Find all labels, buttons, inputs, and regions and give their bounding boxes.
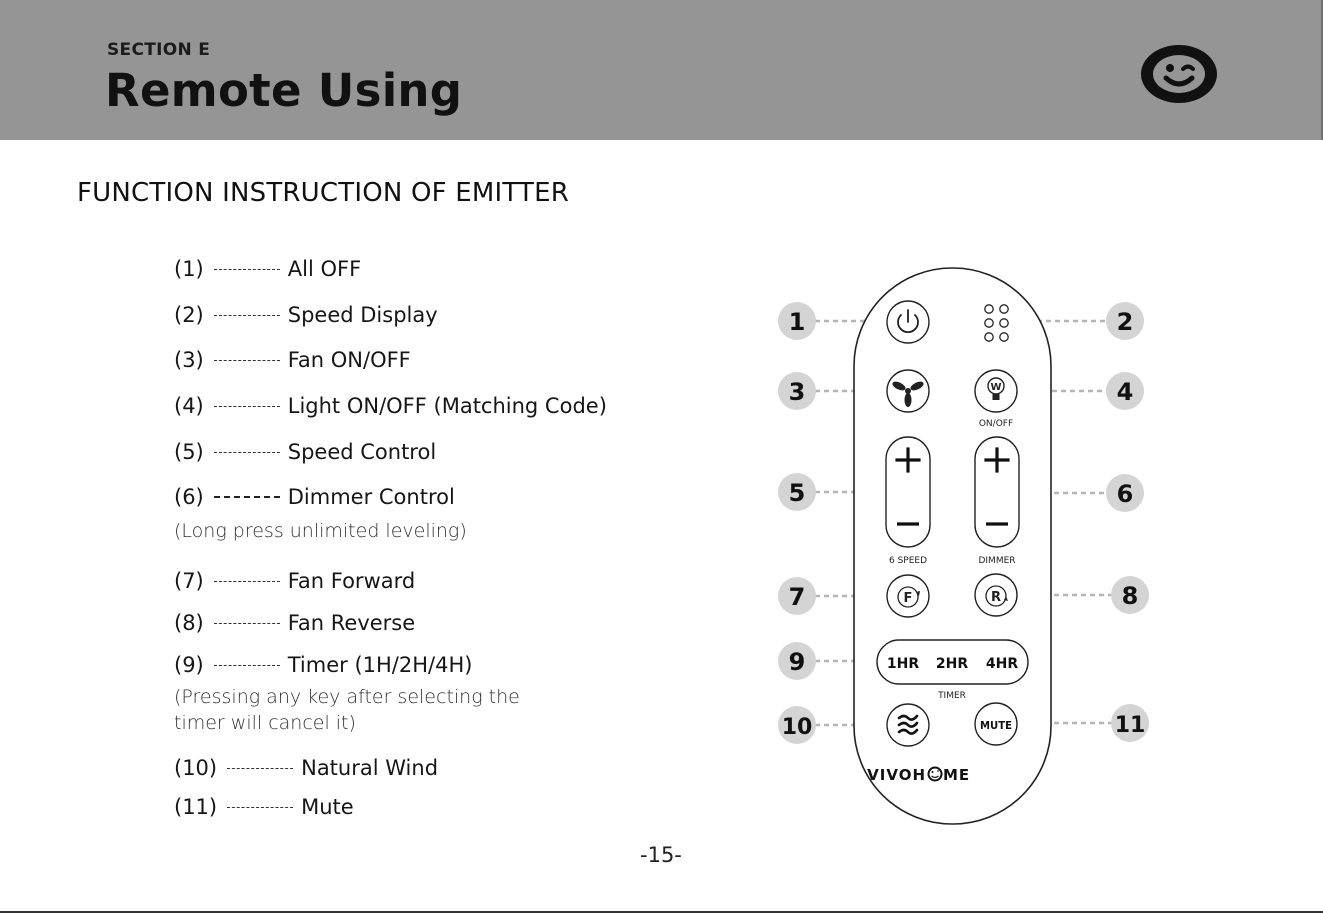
speed-control-rocker[interactable] (886, 437, 930, 547)
remote-body (854, 268, 1051, 824)
fan-forward-button[interactable] (887, 575, 929, 617)
legend-number: (9) (174, 653, 204, 677)
svg-text:2: 2 (1116, 308, 1134, 336)
legend-label: Timer (1H/2H/4H) (287, 653, 473, 677)
legend-label: Fan ON/OFF (287, 348, 411, 372)
legend-number: (8) (174, 611, 204, 635)
callout-3 (778, 372, 816, 410)
svg-text:6: 6 (1116, 480, 1134, 508)
legend-label: Speed Display (287, 303, 438, 327)
legend-number: (5) (174, 440, 204, 464)
svg-text:MUTE: MUTE (980, 719, 1012, 732)
legend-label: Natural Wind (301, 756, 439, 780)
svg-text:VIVOH: VIVOH (867, 766, 926, 784)
callout-5 (778, 473, 816, 511)
page-number: -15- (640, 843, 682, 867)
legend-label: All OFF (287, 257, 362, 281)
legend-note-timer-line1: (Pressing any key after selecting the (174, 686, 520, 708)
legend-number: (7) (174, 569, 204, 593)
callout-7 (778, 577, 816, 615)
callout-8 (1111, 576, 1149, 614)
callout-9 (778, 642, 816, 680)
power-button[interactable] (887, 301, 929, 343)
svg-text:1: 1 (788, 308, 806, 336)
svg-text:8: 8 (1121, 582, 1139, 610)
legend-note-timer-line2: timer will cancel it) (174, 712, 356, 734)
mute-button[interactable] (975, 703, 1017, 745)
svg-text:ME: ME (943, 766, 971, 784)
natural-wind-button[interactable] (887, 704, 929, 746)
legend-label: Light ON/OFF (Matching Code) (287, 394, 607, 418)
callout-10 (778, 706, 816, 744)
callout-2 (1106, 302, 1144, 340)
timer-2hr-button[interactable]: 2HR (935, 656, 969, 672)
legend-label: Speed Control (287, 440, 437, 464)
svg-text:R: R (990, 590, 1002, 605)
svg-text:7: 7 (788, 583, 806, 611)
svg-text:F: F (903, 591, 913, 606)
legend-label: Mute (301, 795, 354, 819)
timer-4hr-button[interactable]: 4HR (985, 656, 1019, 672)
svg-text:9: 9 (788, 648, 806, 676)
timer-label: TIMER (938, 691, 966, 701)
fan-reverse-button[interactable] (975, 574, 1017, 616)
section-label: SECTION E (107, 40, 211, 60)
callout-4 (1106, 372, 1144, 410)
legend-note-dimmer: (Long press unlimited leveling) (174, 520, 467, 542)
legend-number: (2) (174, 303, 204, 327)
function-title: FUNCTION INSTRUCTION OF EMITTER (77, 178, 570, 208)
svg-text:W: W (990, 382, 1002, 393)
legend-number: (11) (174, 795, 218, 819)
dimmer-control-rocker[interactable] (975, 437, 1019, 547)
fan-onoff-button[interactable] (887, 370, 929, 412)
svg-text:4: 4 (1116, 378, 1134, 406)
legend-number: (1) (174, 257, 204, 281)
brand-logo (867, 766, 970, 784)
legend-number: (6) (174, 485, 204, 509)
callout-6 (1106, 474, 1144, 512)
svg-text:5: 5 (788, 479, 806, 507)
legend-number: (3) (174, 348, 204, 372)
onoff-label: ON/OFF (978, 419, 1014, 429)
legend-number: (10) (174, 756, 218, 780)
legend-label: Fan Forward (287, 569, 416, 593)
timer-1hr-button[interactable]: 1HR (886, 656, 920, 672)
svg-text:11: 11 (1114, 713, 1146, 738)
bottom-rule (0, 911, 1323, 913)
section-title: Remote Using (105, 64, 463, 117)
legend-label: Dimmer Control (287, 485, 455, 509)
dimmer-label: DIMMER (978, 556, 1016, 566)
callout-1 (778, 302, 816, 340)
legend-number: (4) (174, 394, 204, 418)
callout-11 (1111, 704, 1149, 742)
svg-text:3: 3 (788, 378, 806, 406)
legend-label: Fan Reverse (287, 611, 416, 635)
light-onoff-button[interactable] (975, 370, 1017, 412)
svg-text:10: 10 (781, 715, 813, 740)
speed-label: 6 SPEED (888, 556, 928, 566)
